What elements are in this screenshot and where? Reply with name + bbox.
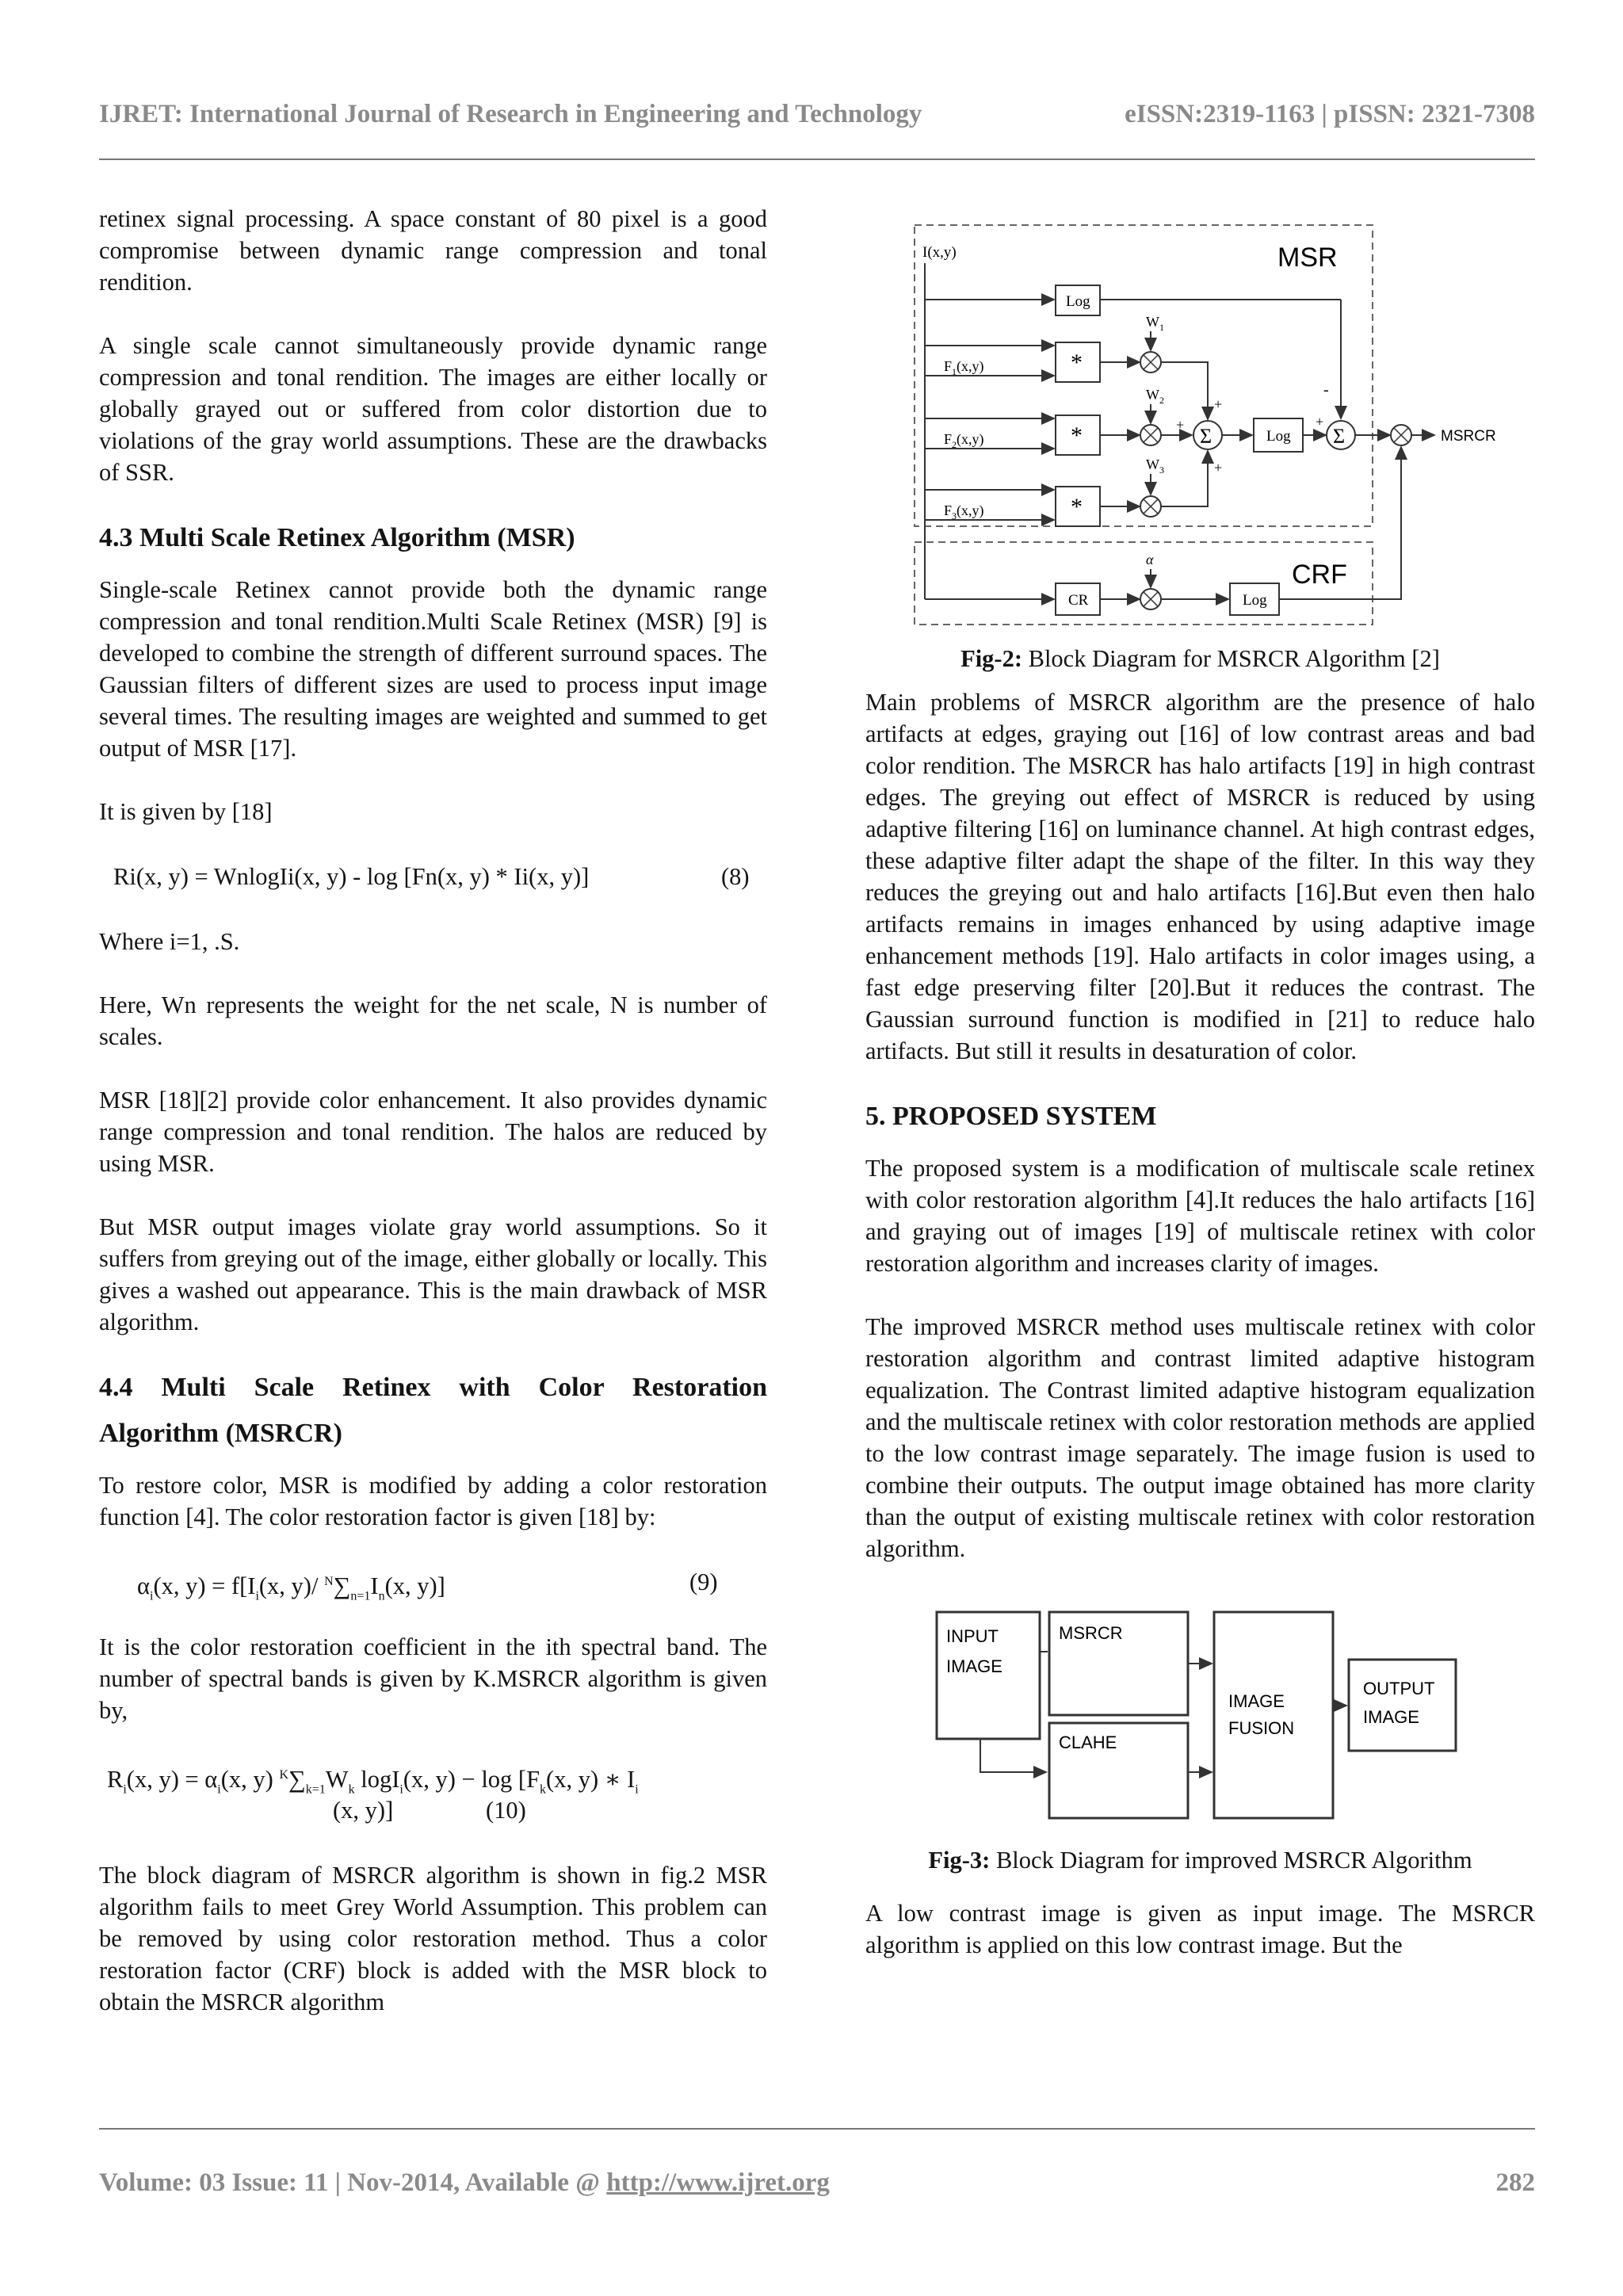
paragraph: The proposed system is a modification of multiscale scale retinex with color restoration algorithm [4].It reduces the halo artifacts [16] and graying out of images [19] of multiscale retinex with color restoration algorithm and increases clarity of images. <box>865 1155 1535 1277</box>
msr-label: MSR <box>1277 243 1338 273</box>
equation-8-number: (8) <box>721 863 750 890</box>
msrcr-output-label: MSRCR <box>1441 428 1496 445</box>
equation-10-line2 <box>99 1793 767 1828</box>
paragraph: A single scale cannot simultaneously provide dynamic range compression and tonal rendition. The images are either locally or globally grayed out or suffered from color distortion due to violations of the gray world assumptions. These are the drawbacks of SSR. <box>99 332 767 486</box>
section-heading-4-3: 4.3 Multi Scale Retinex Algorithm (MSR) <box>99 523 575 552</box>
equation-8-body: Ri(x, y) = WnlogIi(x, y) - log [Fn(x, y) * Ii(x, y)] <box>113 863 590 890</box>
sum-symbol: Σ <box>1200 425 1212 448</box>
page-number: 282 <box>1495 2168 1535 2197</box>
journal-title: IJRET: International Journal of Research in Engineering and Technology <box>99 100 922 128</box>
equation-9 <box>99 1564 767 1603</box>
paragraph: The improved MSRCR method uses multiscale retinex with color restoration algorithm and contrast limited adaptive histogram equalization. The Contrast limited adaptive histogram equalization and the multiscale retinex with color restoration methods are applied to the low contrast image separately. The image fusion is used to combine their outputs. The output image obtained has more clarity than the output of existing multiscale retinex with color restoration algorithm. <box>865 1313 1535 1562</box>
image-fusion-text: FUSION <box>1228 1718 1295 1738</box>
plus-sign: + <box>1214 460 1223 476</box>
image-fusion-text: IMAGE <box>1228 1691 1285 1711</box>
minus-sign: - <box>1323 381 1329 399</box>
equation-8 <box>99 859 767 894</box>
paragraph: But MSR output images violate gray world assumptions. So it suffers from greying out of the image, either globally or locally. This gives a washed out appearance. This is the main drawback of MSR algorithm. <box>99 1213 767 1335</box>
paragraph: A low contrast image is given as input image. The MSRCR algorithm is applied on this low contrast image. But the <box>865 1900 1535 1958</box>
image-fusion-block <box>1214 1612 1333 1818</box>
plus-sign: + <box>1214 396 1223 412</box>
issn-info: eISSN:2319-1163 | pISSN: 2321-7308 <box>1125 100 1535 128</box>
section-heading-5: 5. PROPOSED SYSTEM <box>865 1102 1157 1131</box>
output-image-text: IMAGE <box>1363 1707 1419 1727</box>
log-label: Log <box>1243 592 1267 609</box>
right-column <box>865 211 1535 1961</box>
plus-sign: + <box>1316 414 1324 430</box>
journal-link[interactable]: http://www.ijret.org <box>606 2168 830 2197</box>
section-heading-4-4-cont: Algorithm (MSRCR) <box>99 1419 342 1448</box>
running-header <box>99 97 1535 136</box>
sum-symbol: Σ <box>1333 425 1346 448</box>
improved-msrcr-block-diagram <box>865 1596 1535 1826</box>
output-image-text: OUTPUT <box>1363 1679 1435 1698</box>
paragraph: To restore color, MSR is modified by adding a color restoration function [4]. The color restoration factor is given [18] by: <box>99 1472 767 1530</box>
paragraph: The block diagram of MSRCR algorithm is shown in fig.2 MSR algorithm fails to meet Grey World Assumption. This problem can be removed by using color restoration method. Thus a color restoration factor (CRF) block is added with the MSR block to obtain the MSRCR algorithm <box>99 1862 767 2015</box>
msrcr-block-diagram <box>865 211 1535 639</box>
equation-10 <box>99 1758 767 1797</box>
f3-label: $F_3(x,y)$ <box>944 502 984 521</box>
figure-3-caption: Fig-3: Block Diagram for improved MSRCR Algorithm <box>928 1847 1472 1874</box>
clahe-block-label: CLAHE <box>1059 1733 1117 1752</box>
f2-label: $F_2(x,y)$ <box>944 431 984 450</box>
msrcr-block-label: MSRCR <box>1059 1623 1123 1643</box>
paragraph: Single-scale Retinex cannot provide both the dynamic range compression and tonal rendition.Multi Scale Retinex (MSR) [9] is developed to combine the strength of different surround spaces. The Gaussian filters of different sizes are used to process input image several times. The resulting images are weighted and summed to get output of MSR [17]. <box>99 576 767 762</box>
header-rule <box>99 159 1535 160</box>
equation-9-number: (9) <box>689 1568 718 1595</box>
equation-10-number: (10) <box>486 1797 526 1824</box>
paragraph: Where i=1, .S. <box>99 928 240 955</box>
output-image-block <box>1349 1660 1456 1751</box>
convolution-symbol: * <box>1071 422 1083 449</box>
crf-label: CRF <box>1292 560 1347 590</box>
footer-rule <box>99 2128 1535 2130</box>
section-heading-4-4: 4.4 Multi Scale Retinex with Color Restoration <box>99 1373 767 1402</box>
w2-label: $W_2$ <box>1146 387 1164 406</box>
paragraph: It is the color restoration coefficient in the ith spectral band. The number of spectral bands is given by K.MSRCR algorithm is given by, <box>99 1633 767 1724</box>
equation-10-tail: (x, y)] <box>333 1797 394 1824</box>
paragraph: Here, Wn represents the weight for the net scale, N is number of scales. <box>99 991 767 1050</box>
equation-9-body: $\alpha_i(x$, $y) = f[I_i(x$, y)/ $^N\sum_{n=1}I_n(x$, y)] <box>137 1572 445 1603</box>
log-label: Log <box>1266 428 1291 445</box>
figure-2-msrcr-diagram <box>865 211 1535 672</box>
f1-label: $F_1(x,y)$ <box>944 358 984 377</box>
input-label: I(x,y) <box>922 244 957 261</box>
log-label: Log <box>1066 293 1090 310</box>
figure-2-caption: Fig-2: Block Diagram for MSRCR Algorithm [2] <box>960 645 1440 672</box>
paragraph: retinex signal processing. A space constant of 80 pixel is a good compromise between dynamic range compression and tonal rendition. <box>99 205 767 296</box>
paragraph: It is given by [18] <box>99 798 273 825</box>
figure-3-improved-msrcr-diagram <box>865 1596 1535 1874</box>
w3-label: $W_3$ <box>1146 457 1164 476</box>
input-image-text: IMAGE <box>946 1656 1002 1676</box>
left-column <box>99 203 767 2018</box>
plus-sign: + <box>1176 417 1185 433</box>
equation-10-body: $R_i(x$, $y) = \alpha_i(x$, y) $^K\sum_{k=1}W_k$ logI$_i$(x, $y) - \log [F_k(x$, y) ∗ $I_i$ <box>107 1766 639 1797</box>
running-footer <box>99 2168 1535 2206</box>
volume-info: Volume: 03 Issue: 11 | Nov-2014, Available @ http://www.ijret.org <box>99 2168 830 2197</box>
w1-label: $W_1$ <box>1146 314 1164 333</box>
convolution-symbol: * <box>1071 494 1083 520</box>
alpha-label: α <box>1146 552 1154 567</box>
cr-label: CR <box>1068 592 1089 609</box>
paragraph: Main problems of MSRCR algorithm are the presence of halo artifacts at edges, graying out [16] of low contrast areas and bad color rendition. The MSRCR has halo artifacts [19] in high contrast edges. The greying out effect of MSRCR is reduced by using adaptive filtering [16] on luminance channel. At high contrast edges, these adaptive filter adapt the shape of the filter. In this way they reduces the greying out and halo artifacts [16].But even then halo artifacts remains in images enhanced by using adaptive image enhancement methods [19]. Halo artifacts in color images using, a fast edge preserving filter [20].But it reduces the contrast. The Gaussian surround function is modified in [21] to reduce halo artifacts. But still it results in desaturation of color. <box>865 689 1535 1064</box>
convolution-symbol: * <box>1071 350 1083 376</box>
input-image-text: INPUT <box>946 1626 999 1646</box>
paragraph: MSR [18][2] provide color enhancement. It also provides dynamic range compression and tonal rendition. The halos are reduced by using MSR. <box>99 1087 767 1177</box>
